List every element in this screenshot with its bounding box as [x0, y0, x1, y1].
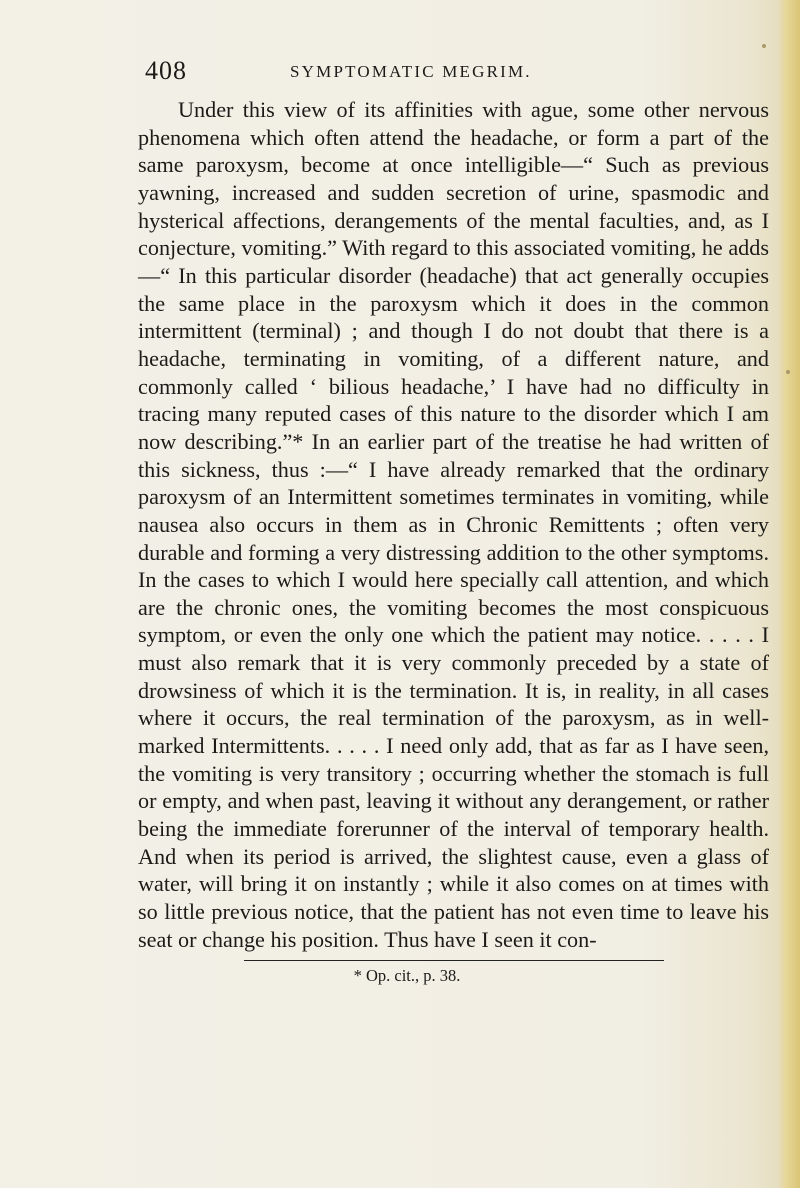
- footnote: [0, 966, 800, 986]
- footnote-text: * Op. cit., p. 38.: [353, 966, 461, 985]
- footnote-rule: [244, 960, 664, 961]
- paper-speck: [786, 370, 790, 374]
- running-head: SYMPTOMATIC MEGRIM.: [290, 62, 532, 81]
- paper-speck: [762, 44, 766, 48]
- page-header: [145, 56, 765, 90]
- page-number: 408: [145, 56, 187, 85]
- body-paragraph: Under this view of its affinities with ague, some other nervous phenomena which often attend the headache, or form a part of the same paroxysm, become at once intelligible—“ Such as previous yawning, increased and sudden secretion of urine, spasmodic and hysterical affections, derangements of the mental faculties, and, as I conjecture, vomiting.” With regard to this associated vomiting, he adds—“ In this particular disorder (headache) that act generally occupies the same place in the paroxysm which it does in the common intermittent (terminal) ; and though I do not doubt that there is a headache, terminating in vomiting, of a different nature, and commonly called ‘ bilious headache,’ I have had no difficulty in tracing many reputed cases of this nature to the disorder which I am now describing.”* In an earlier part of the treatise he had written of this sickness, thus :—“ I have already remarked that the ordinary paroxysm of an Intermittent sometimes terminates in vomiting, while nausea also occurs in them as in Chronic Remittents ; often very durable and forming a very distressing addition to the other symptoms. In the cases to which I would here specially call attention, and which are the chronic ones, the vomiting becomes the most conspicuous symptom, or even the only one which the patient may notice. . . . . I must also remark that it is very commonly preceded by a state of drowsiness of which it is the termination. It is, in reality, in all cases where it occurs, the real termination of the paroxysm, as in well-marked Intermittents. . . . . I need only add, that as far as I have seen, the vomiting is very transitory ; occurring whether the stomach is full or empty, and when past, leaving it without any derangement, or rather being the immediate forerunner of the interval of temporary health. And when its period is arrived, the slightest cause, even a glass of water, will bring it on instantly ; while it also comes on at times with so little previous notice, that the patient has not even time to leave his seat or change his position. Thus have I seen it con-: [138, 97, 769, 952]
- page-edge-shadow: [778, 0, 800, 1188]
